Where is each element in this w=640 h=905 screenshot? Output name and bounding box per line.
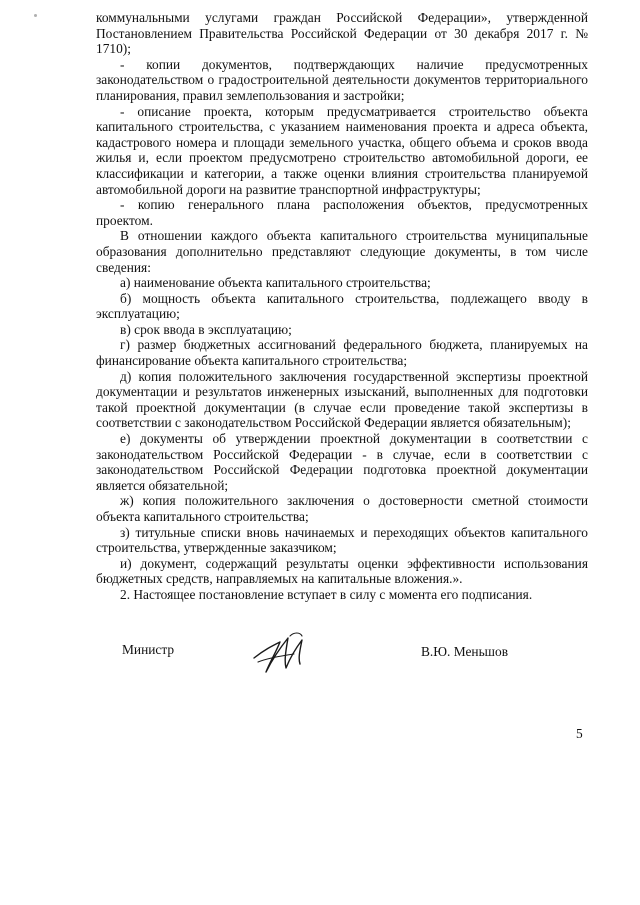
paragraph: в) срок ввода в эксплуатацию; bbox=[120, 321, 292, 337]
scan-speck bbox=[34, 14, 37, 17]
paragraph: е) документы об утверждении проектной документации в соответствии с законодательством Российской Федерации - в случае, если в соответствии с законодательством Российской Федерации подготовка проектной документации является обязательной; bbox=[96, 431, 588, 493]
paragraph: ж) копия положительного заключения о достоверности сметной стоимости объекта капитального строительства; bbox=[96, 493, 588, 524]
signature-block bbox=[96, 628, 588, 678]
paragraph: 2. Настоящее постановление вступает в силу с момента его подписания. bbox=[120, 586, 533, 602]
paragraph: г) размер бюджетных ассигнований федерального бюджета, планируемых на финансирование объекта капитального строительства; bbox=[96, 337, 588, 369]
paragraph: коммунальными услугами граждан Российской Федерации», утвержденной Постановлением Правительства Российской Федерации от 30 декабря 2017 г. № 1710); bbox=[96, 10, 588, 57]
paragraph: - описание проекта, которым предусматривается строительство объекта капитального строительства, с указанием наименования проекта и адреса объекта, кадастрового номера и площади земельного участка, общего объема и сроков ввода жилья и, если проектом предусмотрено строительство автомобильной дороги, ее классификации и категории, а также оценки влияния строительства планируемой автомобильной дороги на развитие транспортной инфраструктуры; bbox=[96, 103, 588, 197]
signatory-title: Министр bbox=[122, 642, 175, 657]
paragraph: - копии документов, подтверждающих наличие предусмотренных законодательством о градостроительной деятельности документов территориального планирования, правил землепользования и застройки; bbox=[96, 56, 588, 103]
document-body bbox=[96, 10, 588, 603]
page-number: 5 bbox=[576, 726, 583, 741]
paragraph: а) наименование объекта капитального строительства; bbox=[120, 275, 431, 291]
paragraph: - копию генерального плана расположения объектов, предусмотренных проектом. bbox=[96, 197, 588, 228]
paragraph: д) копия положительного заключения государственной экспертизы проектной документации и результатов инженерных изысканий, выполненных для подготовки такой проектной документации (в случае если проведение такой экспертизы в соответствии с законодательством Российской Федерации является обязательным); bbox=[96, 368, 588, 431]
paragraph: з) титульные списки вновь начинаемых и переходящих объектов капитального строительства, утвержденные заказчиком; bbox=[96, 524, 588, 556]
paragraph: и) документ, содержащий результаты оценки эффективности использования бюджетных средств, направляемых на капитальные вложения.». bbox=[96, 555, 588, 587]
paragraph: б) мощность объекта капитального строительства, подлежащего вводу в эксплуатацию; bbox=[96, 290, 588, 322]
signatory-name: В.Ю. Меньшов bbox=[421, 644, 509, 659]
paragraph: В отношении каждого объекта капитального строительства муниципальные образования дополнительно представляют следующие документы, в том числе сведения: bbox=[96, 228, 588, 275]
handwritten-signature bbox=[250, 628, 320, 676]
